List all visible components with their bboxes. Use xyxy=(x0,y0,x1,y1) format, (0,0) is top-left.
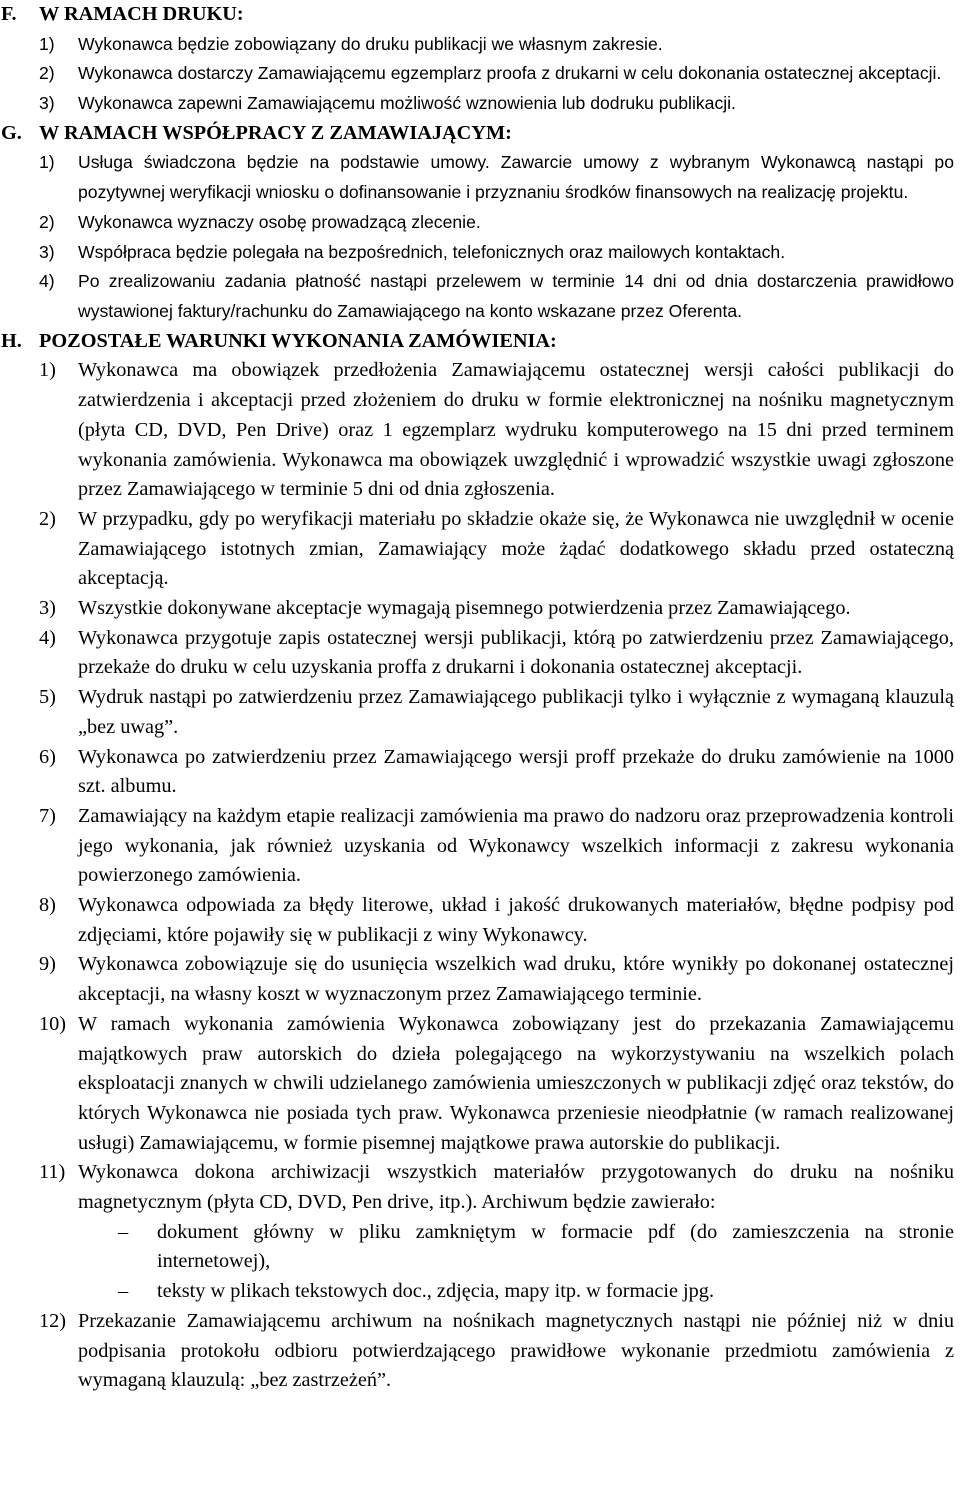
section-f xyxy=(0,0,960,119)
item-text: Zamawiający na każdym etapie realizacji zamówienia ma prawo do nadzoru oraz przeprowadzenia kontroli jego wykonania, jak również uzyskania od Wykonawcy wszelkich informacji z zakresu wykonania powierzonego zamówienia. xyxy=(78,804,954,887)
item-number: 2) xyxy=(39,211,55,232)
item-number: 11) xyxy=(39,1161,66,1184)
section-letter: G. xyxy=(1,121,22,144)
archive-contents-list xyxy=(0,1218,960,1307)
dash-bullet: – xyxy=(118,1220,129,1243)
list-item xyxy=(0,1010,960,1159)
list-item xyxy=(0,30,960,60)
list-item xyxy=(0,802,960,891)
dash-bullet: – xyxy=(118,1280,129,1303)
list-item xyxy=(0,238,960,268)
list-item xyxy=(0,267,960,326)
item-number: 3) xyxy=(39,597,56,620)
list-item xyxy=(0,950,960,1009)
item-number: 9) xyxy=(39,953,56,976)
item-text: Wykonawca zapewni Zamawiającemu możliwość wznowienia lub dodruku publikacji. xyxy=(78,93,736,114)
list-item xyxy=(0,594,960,624)
section-letter: F. xyxy=(1,3,17,25)
section-letter: H. xyxy=(1,329,22,352)
section-heading xyxy=(0,327,960,357)
item-number: 4) xyxy=(39,626,56,649)
list-item xyxy=(0,59,960,89)
item-text: Wykonawca przygotuje zapis ostatecznej wersji publikacji, którą po zatwierdzeniu przez Zamawiającego, przekaże do druku w celu uzyskania proffa z drukarni i dokonania ostatecznej akceptacji. xyxy=(78,626,954,679)
list-item xyxy=(0,1158,960,1307)
list-item xyxy=(0,624,960,683)
item-number: 1) xyxy=(39,33,55,54)
item-number: 4) xyxy=(39,271,55,292)
section-h xyxy=(0,327,960,1396)
subitem-text: dokument główny w pliku zamkniętym w formacie pdf (do zamieszczenia na stronie internetowej), xyxy=(157,1220,954,1273)
item-text: Wykonawca dokona archiwizacji wszystkich materiałów przygotowanych do druku na nośniku magnetycznym (płyta CD, DVD, Pen drive, itp.). Archiwum będzie zawierało: xyxy=(78,1161,954,1214)
item-number: 2) xyxy=(39,63,55,84)
section-list xyxy=(0,356,960,1396)
list-item xyxy=(0,89,960,119)
section-g xyxy=(0,119,960,327)
section-heading xyxy=(0,0,960,30)
item-number: 6) xyxy=(39,745,56,768)
archive-list-item xyxy=(0,1277,960,1307)
archive-list-item xyxy=(0,1218,960,1277)
item-text: Wykonawca zobowiązuje się do usunięcia wszelkich wad druku, które wynikły po dokonanej ostatecznej akceptacji, na własny koszt w wyznaczonym przez Zamawiającego terminie. xyxy=(78,953,954,1006)
item-text: Usługa świadczona będzie na podstawie umowy. xyxy=(78,152,490,173)
subitem-text: teksty w plikach tekstowych doc., zdjęcia, mapy itp. w formacie jpg. xyxy=(157,1280,715,1303)
item-text-continued: Zawarcie umowy z wybranym Wykonawcą nastąpi po pozytywnej weryfikacji wniosku o dofinansowanie i przyznaniu środków finansowych na realizację projektu. xyxy=(78,152,954,203)
item-number: 1) xyxy=(39,359,56,382)
item-number: 1) xyxy=(39,152,55,173)
item-number: 7) xyxy=(39,804,56,827)
item-number: 10) xyxy=(39,1012,67,1035)
item-text: Po zrealizowaniu zadania płatność nastąpi przelewem w terminie 14 dni od dnia dostarczenia prawidłowo wystawionej faktury/rachunku do Zamawiającego na konto wskazane przez Oferenta. xyxy=(78,271,954,321)
section-heading xyxy=(0,119,960,149)
list-item xyxy=(0,505,960,594)
list-item xyxy=(0,208,960,238)
list-item xyxy=(0,683,960,742)
list-item xyxy=(0,356,960,505)
list-item xyxy=(0,891,960,950)
item-text: W przypadku, gdy po weryfikacji materiału po składzie okaże się, że Wykonawca nie uwzględnił w ocenie Zamawiającego istotnych zmian, Zamawiający może żądać dodatkowego składu przed ostateczną akceptacją. xyxy=(78,507,954,590)
item-text: Wykonawca wyznaczy osobę prowadzącą zlecenie. xyxy=(78,211,481,232)
list-item xyxy=(0,743,960,802)
item-text: W ramach wykonania zamówienia Wykonawca zobowiązany jest do przekazania Zamawiającemu majątkowych praw autorskich do dzieła polegającego na wykorzystywaniu na wszelkich polach eksploatacji znanych w chwili udzielanego zamówienia umieszczonych w publikacji zdjęć oraz tekstów, do których Wykonawca nie posiada tych praw. Wykonawca przeniesie nieodpłatnie (w ramach realizowanej usługi) Zamawiającemu, w formie pisemnej majątkowe prawa autorskie do publikacji. xyxy=(78,1012,954,1154)
section-list xyxy=(0,148,960,326)
list-item xyxy=(0,148,960,207)
item-text: Współpraca będzie polegała na bezpośrednich, telefonicznych oraz mailowych kontaktach. xyxy=(78,241,786,262)
item-text: Wykonawca będzie zobowiązany do druku publikacji we własnym zakresie. xyxy=(78,33,663,54)
item-number: 12) xyxy=(39,1309,67,1332)
item-number: 3) xyxy=(39,93,55,114)
item-number: 2) xyxy=(39,507,56,530)
item-text: Wykonawca odpowiada za błędy literowe, układ i jakość drukowanych materiałów, błędne podpisy pod zdjęciami, które pojawiły się w publikacji z winy Wykonawcy. xyxy=(78,894,954,946)
section-title: POZOSTAŁE WARUNKI WYKONANIA ZAMÓWIENIA: xyxy=(39,329,557,352)
item-number: 3) xyxy=(39,241,55,262)
item-text: Wykonawca po zatwierdzeniu przez Zamawiającego wersji proff przekaże do druku zamówienie na 1000 szt. albumu. xyxy=(78,745,954,798)
item-text: Wydruk nastąpi po zatwierdzeniu przez Zamawiającego publikacji tylko i wyłącznie z wymaganą klauzulą „bez uwag”. xyxy=(78,686,954,738)
item-text: Wszystkie dokonywane akceptacje wymagają pisemnego potwierdzenia przez Zamawiającego. xyxy=(78,597,851,620)
item-text: Wykonawca dostarczy Zamawiającemu egzemplarz proofa z drukarni w celu dokonania ostatecznej akceptacji. xyxy=(78,63,942,84)
item-text: Wykonawca ma obowiązek przedłożenia Zamawiającemu ostatecznej wersji całości publikacji do zatwierdzenia i akceptacji przed złożeniem do druku w formie elektronicznej na nośniku magnetycznym (płyta CD, DVD, Pen Drive) oraz 1 egzemplarz wydruku komputerowego na 15 dni przed terminem wykonania zamówienia. Wykonawca ma obowiązek uwzględnić i wprowadzić wszystkie uwagi zgłoszone przez Zamawiającego w terminie 5 dni od dnia zgłoszenia. xyxy=(78,359,954,501)
section-title: W RAMACH WSPÓŁPRACY Z ZAMAWIAJĄCYM: xyxy=(39,121,512,144)
item-number: 5) xyxy=(39,686,56,709)
item-number: 8) xyxy=(39,894,56,917)
list-item xyxy=(0,1307,960,1396)
section-title: W RAMACH DRUKU: xyxy=(39,3,244,25)
section-list xyxy=(0,30,960,119)
item-text: Przekazanie Zamawiającemu archiwum na nośnikach magnetycznych nastąpi nie później niż w dniu podpisania protokołu odbioru potwierdzającego prawidłowe wykonanie przedmiotu zamówienia z wymaganą klauzulą: „bez zastrzeżeń”. xyxy=(78,1309,954,1392)
